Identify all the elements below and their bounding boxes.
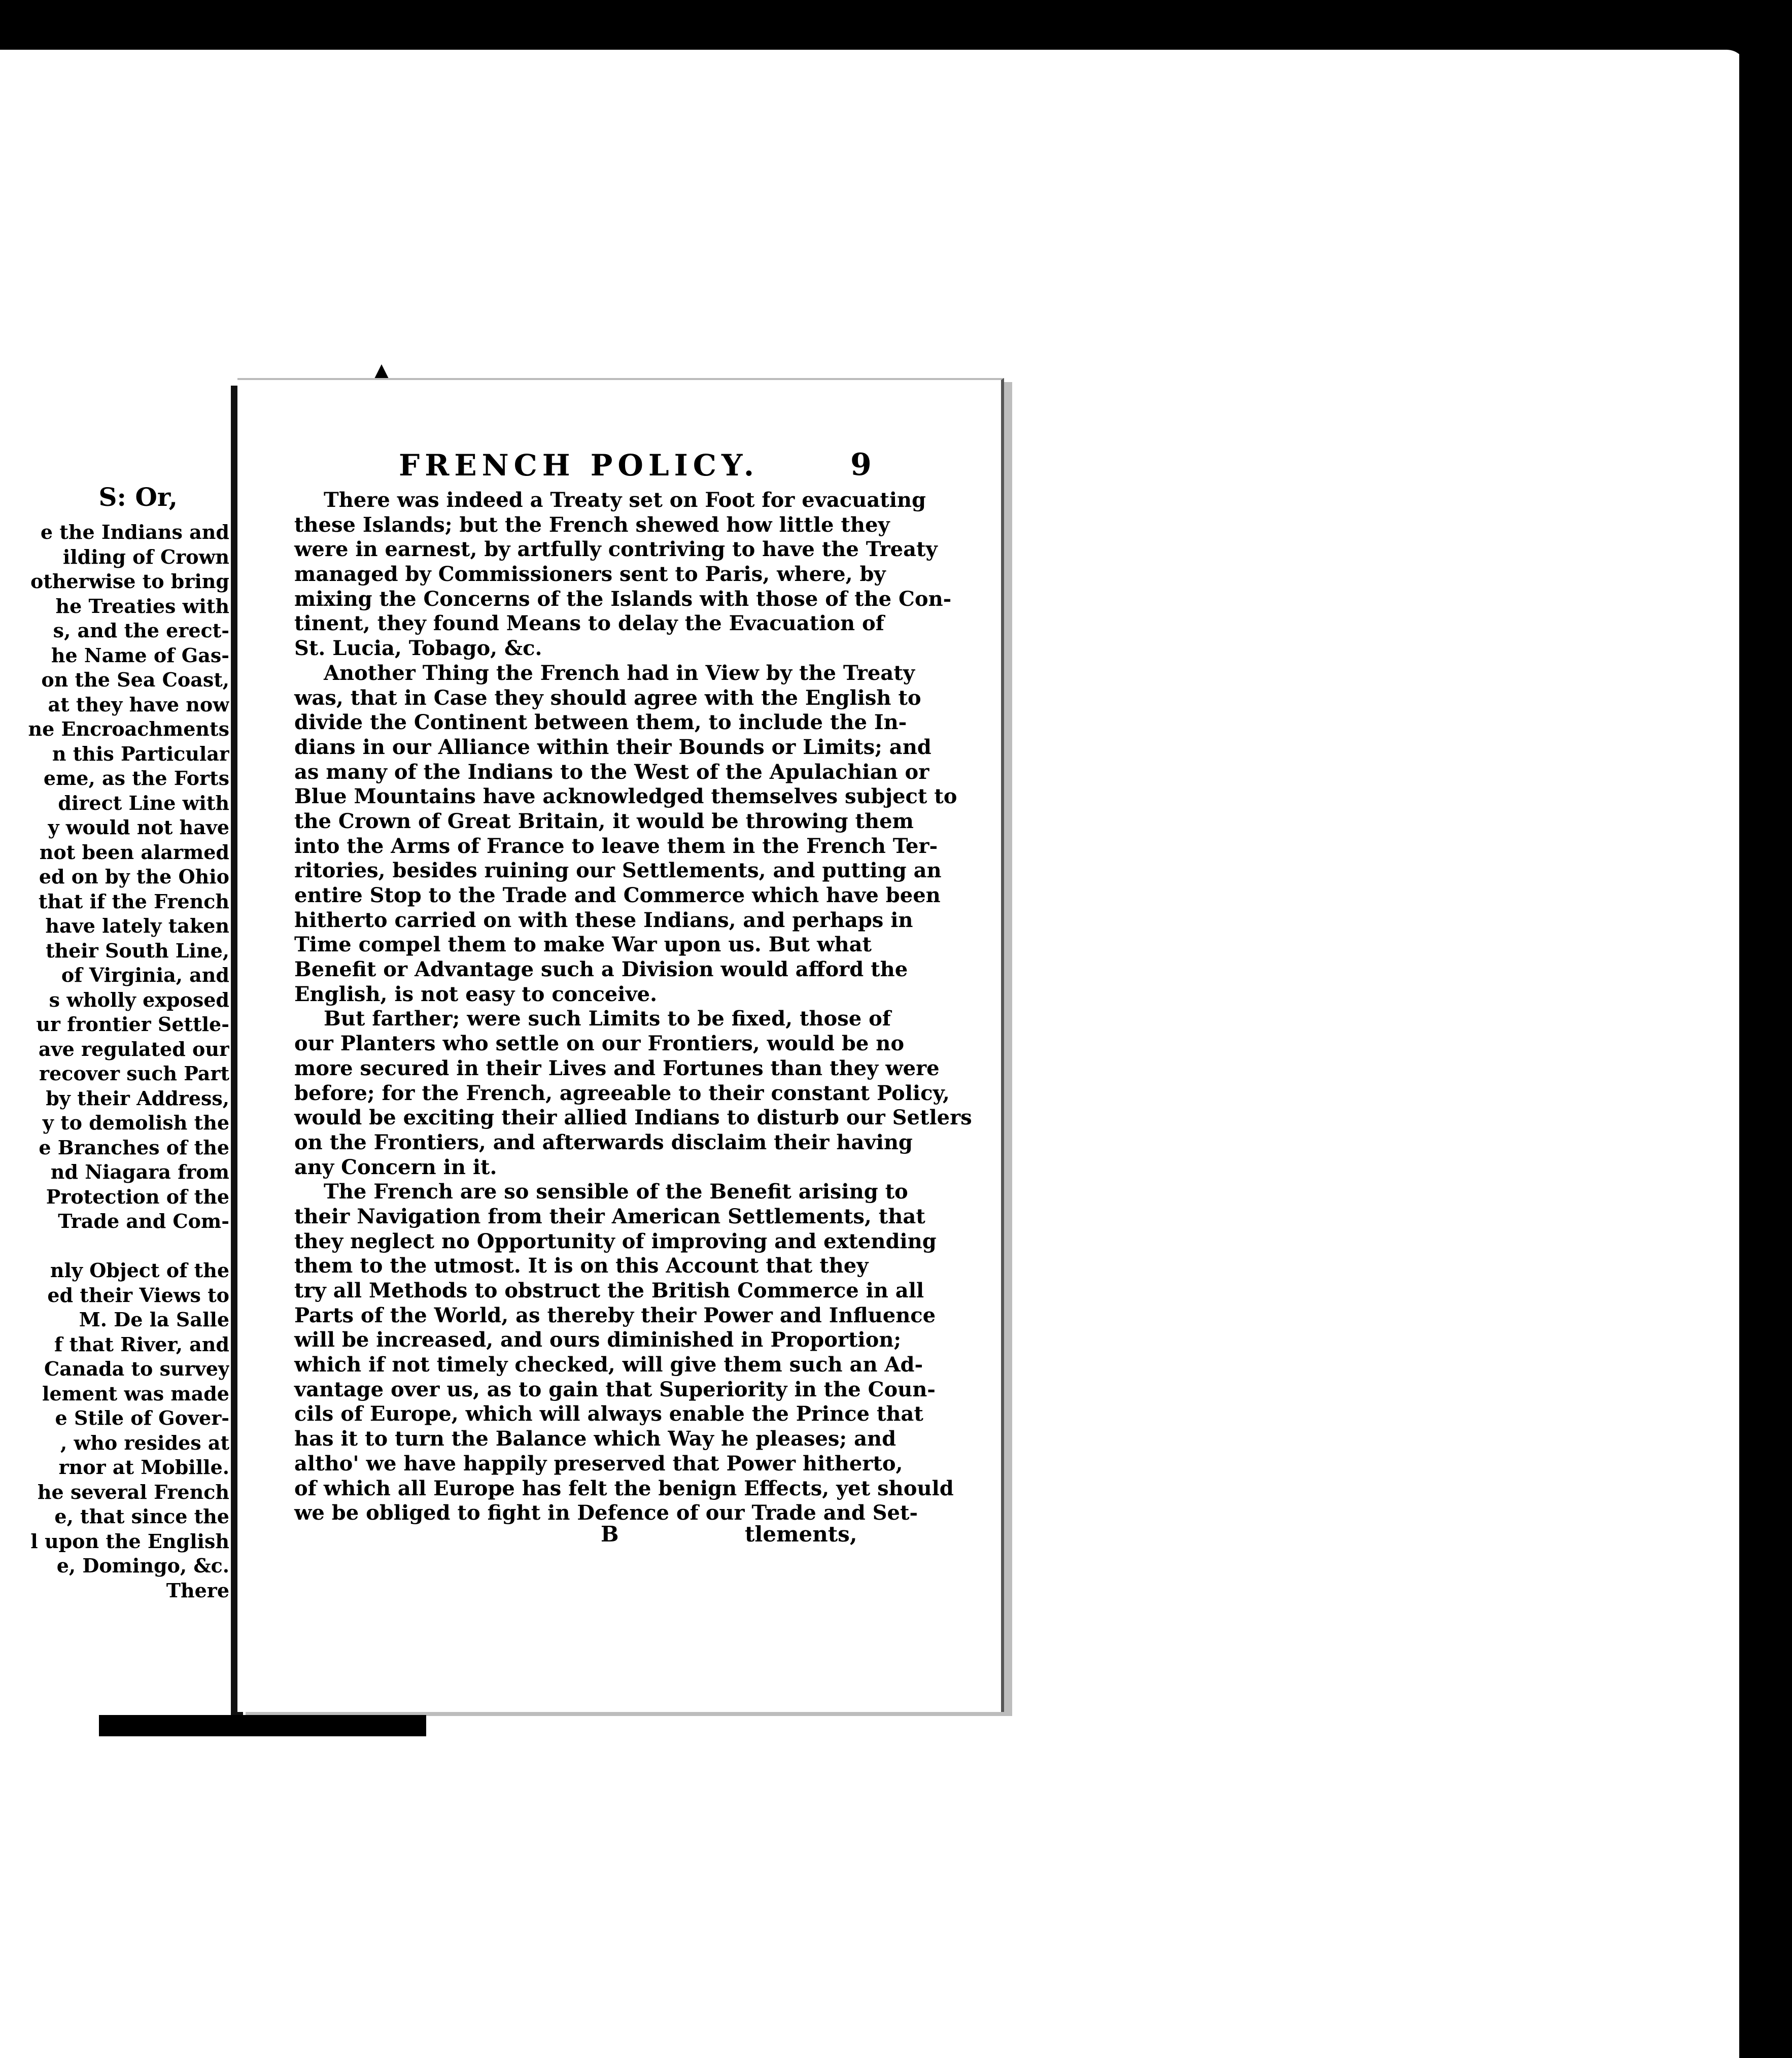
text-line: managed by Commissioners sent to Paris, where, by <box>294 562 886 587</box>
text-line: Parts of the World, as thereby their Power and Influence <box>294 1303 936 1327</box>
left-text-line: There <box>166 1579 229 1602</box>
left-text-line: have lately taken <box>45 914 229 937</box>
left-text-line: Trade and Com- <box>58 1210 229 1232</box>
text-line: entire Stop to the Trade and Commerce which have been <box>294 883 941 907</box>
left-text-line: not been alarmed <box>39 840 229 864</box>
left-text-line: rnor at Mobille. <box>58 1456 229 1479</box>
left-text-line: ed on by the Ohio <box>39 865 229 888</box>
left-page-text <box>0 520 229 1603</box>
text-line: would be exciting their allied Indians to disturb our Setlers <box>294 1106 972 1130</box>
left-text-line: on the Sea Coast, <box>41 668 229 691</box>
text-line: hitherto carried on with these Indians, and perhaps in <box>294 908 913 932</box>
left-text-line: ave regulated our <box>38 1037 229 1060</box>
left-text-line: eme, as the Forts <box>43 767 229 790</box>
text-line: will be increased, and ours diminished in Proportion; <box>294 1328 902 1352</box>
left-text-line: lement was made <box>42 1382 229 1405</box>
text-line: into the Arms of France to leave them in the French Ter- <box>294 834 938 858</box>
running-title: FRENCH POLICY. <box>399 448 760 483</box>
text-line: has it to turn the Balance which Way he pleases; and <box>294 1427 897 1451</box>
left-text-line: otherwise to bring <box>30 570 229 593</box>
text-line: we be obliged to fight in Defence of our Trade and Set- <box>294 1501 918 1525</box>
left-text-line: , who resides at <box>60 1431 229 1454</box>
left-page-heading: S: Or, <box>98 482 178 512</box>
left-text-line: e, that since the <box>54 1505 229 1528</box>
left-text-line: at they have now <box>48 693 229 716</box>
left-text-line: l upon the English <box>30 1529 229 1553</box>
text-line: English, is not easy to conceive. <box>294 982 658 1006</box>
left-text-line: n this Particular <box>52 742 229 765</box>
left-text-line: ed their Views to <box>47 1283 229 1307</box>
left-text-line: e Branches of the <box>39 1136 229 1159</box>
left-text-line: e, Domingo, &c. <box>56 1554 229 1577</box>
left-text-line: y to demolish the <box>42 1111 229 1134</box>
text-line: their Navigation from their American Settlements, that <box>294 1204 925 1228</box>
left-text-line: that if the French <box>38 889 229 913</box>
left-text-line: their South Line, <box>45 939 229 962</box>
left-text-line: direct Line with <box>58 791 229 814</box>
catchword: tlements, <box>745 1522 857 1547</box>
text-line: tinent, they found Means to delay the Evacuation of <box>294 611 884 636</box>
text-line: ritories, besides ruining our Settlements, and putting an <box>294 859 942 883</box>
left-text-line: nly Object of the <box>50 1259 229 1282</box>
text-line: was, that in Case they should agree with the English to <box>294 685 921 710</box>
left-text-line: Protection of the <box>46 1185 229 1208</box>
left-text-line: he Treaties with <box>55 594 229 618</box>
left-text-line: ur frontier Settle- <box>36 1013 229 1036</box>
page-number: 9 <box>850 447 872 483</box>
text-line: dians in our Alliance within their Bounds or Limits; and <box>294 735 932 759</box>
left-text-line: by their Address, <box>46 1086 229 1110</box>
text-line: altho' we have happily preserved that Power hitherto, <box>294 1451 903 1476</box>
text-line: mixing the Concerns of the Islands with those of the Con- <box>294 587 952 611</box>
left-text-line: he several French <box>37 1480 229 1503</box>
text-line: try all Methods to obstruct the British Commerce in all <box>294 1279 924 1302</box>
text-line: as many of the Indians to the West of the Apulachian or <box>294 760 929 784</box>
text-line: Blue Mountains have acknowledged themselves subject to <box>294 784 957 809</box>
text-line: There was indeed a Treaty set on Foot for evacuating <box>324 488 926 512</box>
left-text-line: M. De la Salle <box>79 1308 229 1331</box>
left-text-line: nd Niagara from <box>50 1160 229 1183</box>
main-page <box>237 378 1004 1712</box>
text-line: Benefit or Advantage such a Division would afford the <box>294 957 908 982</box>
left-text-line <box>0 1234 229 1259</box>
scan-border <box>1747 50 1792 2058</box>
left-text-line: e Stile of Gover- <box>55 1407 229 1429</box>
left-text-line: Canada to survey <box>44 1357 229 1380</box>
text-line: the Crown of Great Britain, it would be throwing them <box>294 809 914 833</box>
text-line: they neglect no Opportunity of improving and extending <box>294 1229 937 1253</box>
text-line: divide the Continent between them, to include the In- <box>294 710 907 735</box>
text-line: St. Lucia, Tobago, &c. <box>294 636 542 661</box>
text-line: on the Frontiers, and afterwards disclaim their having <box>294 1130 913 1154</box>
text-line: our Planters who settle on our Frontiers, would be no <box>294 1032 905 1056</box>
page-bottom-shadow <box>99 1715 426 1736</box>
left-text-line: recover such Part <box>39 1062 229 1085</box>
text-line: But farther; were such Limits to be fixed, those of <box>324 1007 891 1031</box>
left-text-line: s, and the erect- <box>53 619 229 642</box>
text-line: The French are so sensible of the Benefit arising to <box>324 1180 908 1204</box>
text-line: any Concern in it. <box>294 1155 497 1179</box>
left-text-line: of Virginia, and <box>61 964 229 986</box>
left-text-line: s wholly exposed <box>49 988 229 1011</box>
text-line: were in earnest, by artfully contriving to have the Treaty <box>294 537 938 562</box>
text-line: Time compel them to make War upon us. But what <box>294 933 872 957</box>
text-line: them to the utmost. It is on this Account that they <box>294 1254 869 1278</box>
text-line: of which all Europe has felt the benign Effects, yet should <box>294 1476 954 1500</box>
text-line: Another Thing the French had in View by the Treaty <box>324 661 915 685</box>
text-line: vantage over us, as to gain that Superiority in the Coun- <box>294 1377 936 1401</box>
text-line: before; for the French, agreeable to their constant Policy, <box>294 1081 950 1105</box>
text-line: which if not timely checked, will give them such an Ad- <box>294 1353 923 1377</box>
body-text <box>294 488 972 1526</box>
text-line: more secured in their Lives and Fortunes than they were <box>294 1056 940 1080</box>
page-marker <box>374 364 389 379</box>
text-line: cils of Europe, which will always enable the Prince that <box>294 1402 923 1426</box>
left-text-line: e the Indians and <box>40 521 229 543</box>
left-facing-page <box>0 386 234 1720</box>
left-text-line: he Name of Gas- <box>51 643 229 667</box>
left-text-line: f that River, and <box>54 1332 229 1356</box>
signature-mark: B <box>601 1522 619 1547</box>
text-line: these Islands; but the French shewed how little they <box>294 512 890 537</box>
left-text-line: y would not have <box>48 816 229 839</box>
left-text-line: ilding of Crown <box>62 545 229 568</box>
left-text-line: ne Encroachments <box>28 717 229 740</box>
